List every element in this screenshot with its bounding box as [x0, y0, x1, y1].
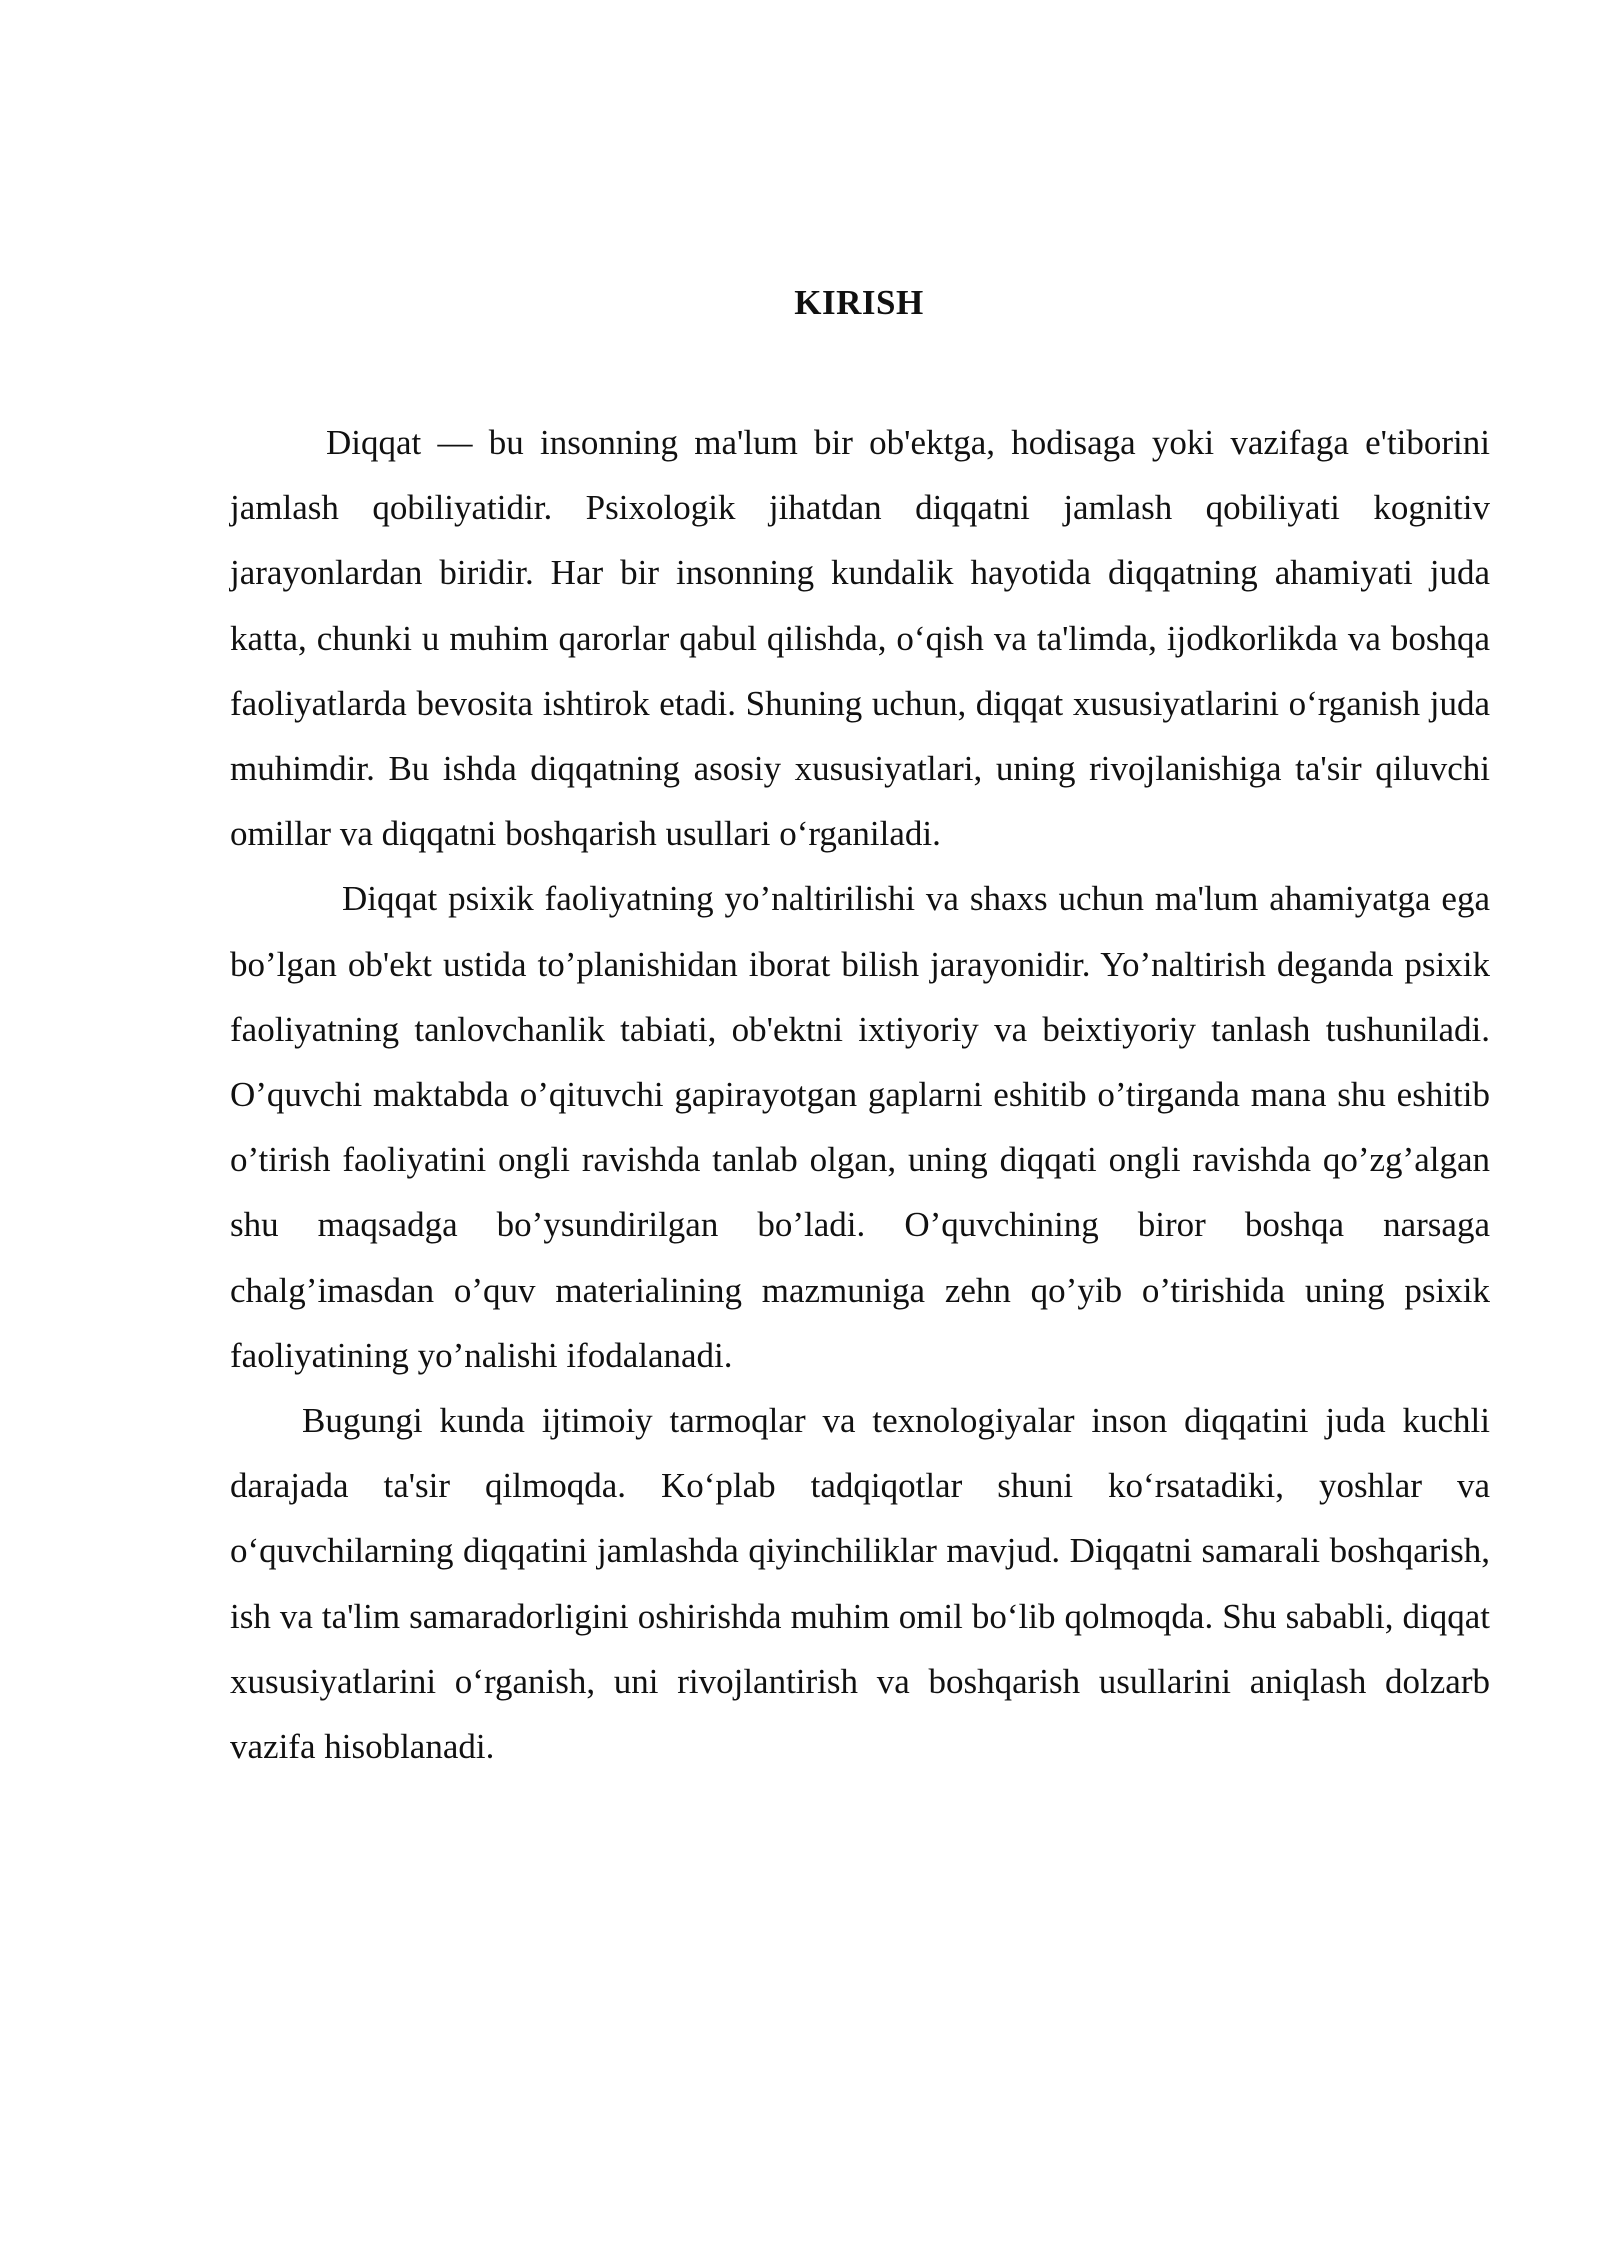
- page-title: KIRISH: [794, 283, 924, 322]
- paragraph-3: Bugungi kunda ijtimoiy tarmoqlar va texnologiyalar inson diqqatini juda kuchli darajada ta'sir qilmoqda. Ko‘plab tadqiqotlar shuni ko‘rsatadiki, yoshlar va o‘quvchilarning diqqatini jamlashda qiyinchiliklar mavjud. Diqqatni samarali boshqarish, ish va ta'lim samaradorligini oshirishda muhim omil bo‘lib qolmoqda. Shu sababli, diqqat xususiyatlarini o‘rganish, uni rivojlantirish va boshqarish usullarini aniqlash dolzarb vazifa hisoblanadi.: [230, 1401, 1490, 1767]
- document-body: [230, 410, 1490, 1779]
- paragraph-1: Diqqat — bu insonning ma'lum bir ob'ektga, hodisaga yoki vazifaga e'tiborini jamlash qobiliyatidir. Psixologik jihatdan diqqatni jamlash qobiliyati kognitiv jarayonlardan biridir. Har bir insonning kundalik hayotida diqqatning ahamiyati juda katta, chunki u muhim qarorlar qabul qilishda, o‘qish va ta'limda, ijodkorlikda va boshqa faoliyatlarda bevosita ishtirok etadi. Shuning uchun, diqqat xususiyatlarini o‘rganish juda muhimdir. Bu ishda diqqatning asosiy xususiyatlari, uning rivojlanishiga ta'sir qiluvchi omillar va diqqatni boshqarish usullari o‘rganiladi.: [230, 423, 1490, 854]
- paragraph-2: Diqqat psixik faoliyatning yo’naltirilishi va shaxs uchun ma'lum ahamiyatga ega bo’lgan ob'ekt ustida to’planishidan iborat bilish jarayonidir. Yo’naltirish deganda psixik faoliyatning tanlovchanlik tabiati, ob'ektni ixtiyoriy va beixtiyoriy tanlash tushuniladi. O’quvchi maktabda o’qituvchi gapirayotgan gaplarni eshitib o’tirganda mana shu eshitib o’tirish faoliyatini ongli ravishda tanlab olgan, uning diqqati ongli ravishda qo’zg’algan shu maqsadga bo’ysundirilgan bo’ladi. O’quvchining biror boshqa narsaga chalg’imasdan o’quv materialining mazmuniga zehn qo’yib o’tirishida uning psixik faoliyatining yo’nalishi ifodalanadi.: [230, 879, 1490, 1375]
